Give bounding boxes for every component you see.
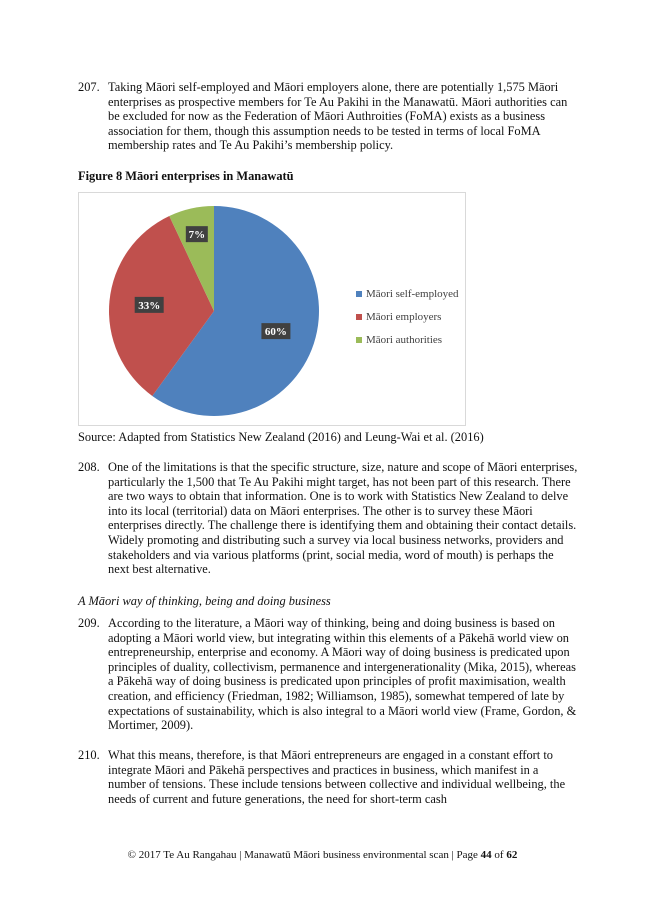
data-label-2 [135,297,164,313]
section-subheading: A Māori way of thinking, being and doing business [78,594,331,608]
paragraph-number: 209. [78,616,100,630]
data-label-3 [186,226,208,242]
svg-text:Māori employers: Māori employers [366,311,442,323]
footer-text: © 2017 Te Au Rangahau | Manawatū Māori business environmental scan | Page [127,849,481,861]
paragraph-209 [78,616,578,733]
page-number: 44 [480,849,492,861]
legend-item-3 [356,334,442,346]
data-label-1 [261,323,290,339]
legend-item-2 [356,311,441,323]
paragraph-number: 208. [78,460,100,474]
paragraph-207 [78,80,578,153]
figure-caption: Figure 8 Māori enterprises in Manawatū [78,169,294,183]
paragraph-text: One of the limitations is that the specific structure, size, nature and scope of Māori enterprises, particularly the 1,500 that Te Au Pakihi might target, has not been part of this research. There are two ways to obtain that information. One is to work with Statistics New Zealand to delve into its local (territorial) data on Māori enterprises. The other is to survey these Māori enterprises directly. The challenge there is identifying them and obtaining their contact details. Widely promoting and distributing such a survey via local business networks, providers and stakeholders and via various platforms (print, social media, word of mouth) is perhaps the next best alternative. [108,460,578,577]
paragraph-number: 210. [78,748,100,762]
paragraph-text: What this means, therefore, is that Māori entrepreneurs are engaged in a constant effort to integrate Māori and Pākehā perspectives and practices in business, which manifest in a number of tensions. These include tensions between collective and individual wellbeing, the needs of current and future generations, the need for short-term cash [108,748,566,806]
figure-source: Source: Adapted from Statistics New Zealand (2016) and Leung-Wai et al. (2016) [78,430,484,444]
svg-text:Māori self-employed: Māori self-employed [366,288,459,300]
legend-item-1 [356,288,459,300]
svg-text:Māori authorities: Māori authorities [366,334,443,346]
page-total: 62 [506,849,518,861]
paragraph-text: Taking Māori self-employed and Māori employers alone, there are potentially 1,575 Māori enterprises as prospective members for Te Au Pakihi in the Manawatū. Māori authorities can be excluded for now as the Federation of Māori Authroities (FoMA) exists as a business association for them, though this assumption needs to be tested in terms of local FoMA membership rates and Te Au Pakihi’s membership policy. [108,80,568,153]
page-footer [0,849,645,861]
svg-text:7%: 7% [188,229,206,242]
pie-chart-svg [79,193,465,425]
footer-of: of [491,849,507,861]
pie-chart [78,192,466,426]
svg-text:33%: 33% [138,299,161,312]
paragraph-number: 207. [78,80,100,94]
paragraph-text: According to the literature, a Māori way of thinking, being and doing business is based on adopting a Māori world view, but integrating within this elements of a Pākehā world view on entrepreneurship, enterprise and economy. A Māori way of doing business is predicated upon principles of duality, collectivism, permanence and intergenerationality (Mika, 2015), whereas a Pākehā way of doing business is predicated upon principles of profit maximisation, wealth creation, and efficiency (Friedman, 1982; Williamson, 1985), somewhat tempered of late by expectations of sustainability, which is also integral to a Māori world view (Frame, Gordon, & Mortimer, 2009). [108,616,577,733]
paragraph-210 [78,748,578,806]
svg-text:60%: 60% [264,326,287,339]
paragraph-208 [78,460,578,577]
